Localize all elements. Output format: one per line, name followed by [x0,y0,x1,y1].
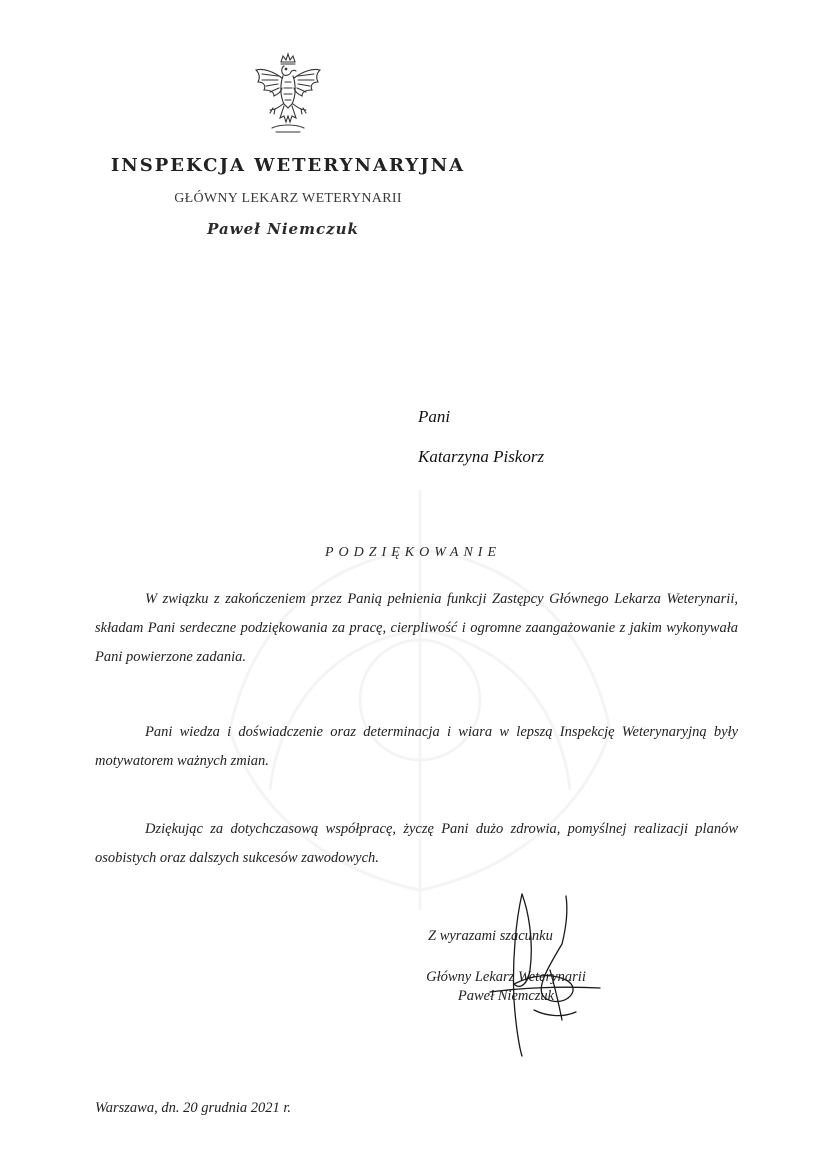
letter-title: PODZIĘKOWANIE [324,545,501,560]
signatory-name: Paweł Niemczuk [457,988,555,1004]
polish-eagle-emblem-icon [248,52,328,142]
institution-name: INSPEKCJA WETERYNARYJNA [110,155,466,176]
closing-greeting: Z wyrazami szacunku [428,928,553,944]
recipient-name: Katarzyna Piskorz [418,447,545,466]
recipient-salutation: Pani [418,407,451,426]
letter-paragraph: Dziękując za dotychczasową współpracę, życzę Pani dużo zdrowia, pomyślnej realizacji planów osobistych oraz dalszych sukcesów zawodowych. [95,821,738,866]
letter-paragraph: W związku z zakończeniem przez Panią pełnienia funkcji Zastępcy Głównego Lekarza Weterynarii, składam Pani serdeczne podziękowania za pracę, cierpliwość i ogromne zaangażowanie z jakim wykonywała Pani powierzone zadania. [95,591,738,665]
signatory-role: Główny Lekarz Weterynarii [426,969,586,985]
handwritten-signature [450,880,620,1060]
official-name: Paweł Niemczuk [207,220,359,238]
place-date: Warszawa, dn. 20 grudnia 2021 r. [95,1100,292,1116]
office-name: GŁÓWNY LEKARZ WETERYNARII [174,191,402,206]
letter-paragraph: Pani wiedza i doświadczenie oraz determinacja i wiara w lepszą Inspekcję Weterynaryjną były motywatorem ważnych zmian. [95,724,738,769]
